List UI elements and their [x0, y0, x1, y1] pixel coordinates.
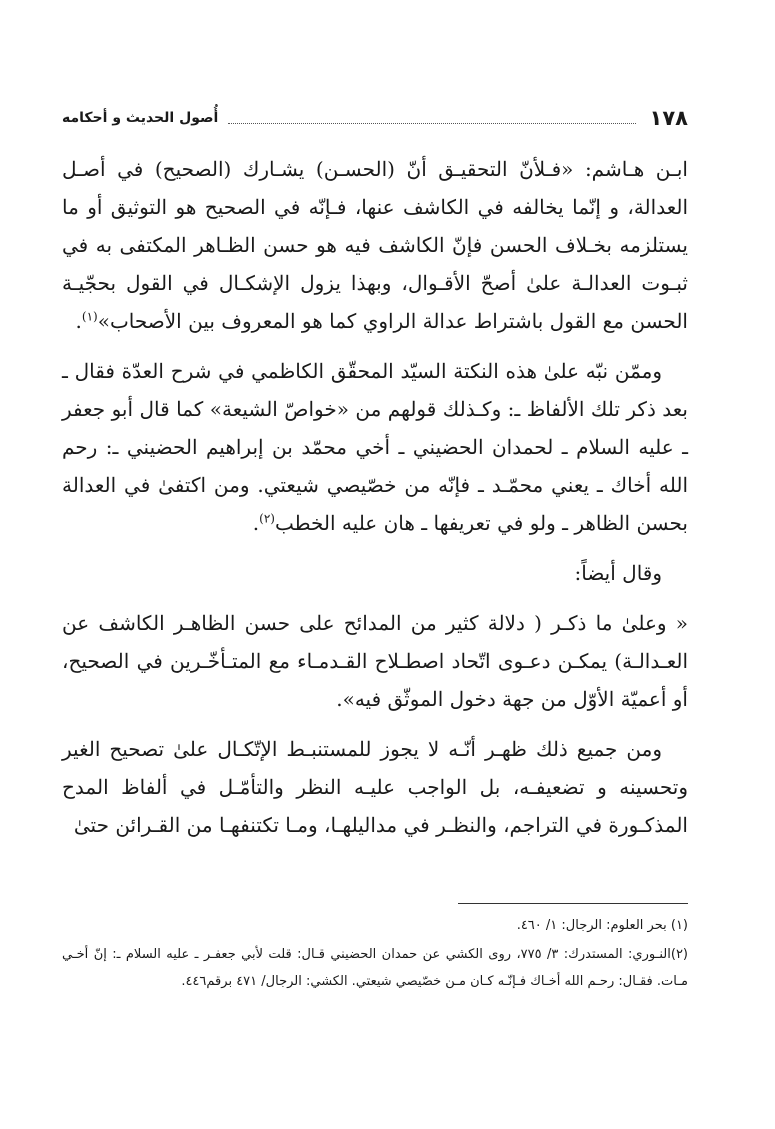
paragraph-3: وقال أيضاً: — [574, 561, 662, 585]
page-number: ١٧٨ — [649, 106, 688, 130]
paragraph-5: ومن جميع ذلك ظهـر أنّـه لا يجوز للمستنبـط الإتّكـال علىٰ تصحيح الغير وتحسينه و تضعيفـه، بل الواجب عليـه النظر والتأمّـل في ألفاظ المدح المذكـورة في التراجم، والنظـر في مداليلهـا، ومـا تكتنفهـا من القـرائن حتىٰ — [62, 737, 688, 837]
paragraph-2 — [62, 352, 688, 542]
running-title: أُصول الحديث و أحكامه — [62, 110, 219, 126]
footnote-1: (١) بحر العلوم: الرجال: ١/ ٤٦٠. — [516, 918, 688, 933]
footnote-ref-1: (١) — [81, 309, 98, 324]
footnote-2: (٢)النـوري: المستدرك: ٣/ ٧٧٥، روى الكشي عن حمدان الحضيني قـال: قلت لأبي جعفـر ـ عليه السلام ـ: إنّ أخـي مـات. فقـال: رحـم الله أخـاك فـإنّـه كـان مـن خصّيصي شيعتي. الكشي: الرجال/ ٤٧١ برقم٤٤٦. — [62, 947, 688, 989]
paragraph-1-end: . — [75, 309, 82, 333]
page-header — [62, 98, 688, 132]
header-dotted-rule — [228, 123, 635, 124]
body-text — [62, 150, 688, 856]
paragraph-1 — [62, 150, 688, 340]
footnotes — [62, 912, 688, 997]
book-page — [62, 0, 688, 1129]
quote-paragraph: « وعلىٰ ما ذكـر ( دلالة كثير من المدائح على حسن الظاهـر الكاشف عن العـدالـة) يمكـن دعـوى اتّحاد اصطـلاح القـدمـاء مع المتـأخّـرين في الصحيح، أو أعميّة الأوّل من جهة دخول الموثّق فيه». — [62, 611, 688, 711]
paragraph-2-end: . — [252, 511, 260, 535]
footnote-ref-2: (٢) — [259, 511, 275, 526]
paragraph-1-text: ابـن هـاشم: «فـلأنّ التحقيـق أنّ (الحسـن) يشـارك (الصحيح) في أصـل العدالة، و إنّما يخالفه في الكاشف عنها، فـإنّه في الصحيح هو التوثيق أو ما يستلزمه بخـلاف الحسن فإنّ الكاشف فيه هو حسن الظـاهر المكتفى به في ثبـوت العدالـة علىٰ أصحّ الأقـوال، وبهذا يزول الإشكـال في القول بحجّيـة الحسن مع القول باشتراط عدالة الراوي كما هو المعروف بين الأصحاب» — [62, 157, 688, 333]
footnote-divider — [458, 903, 688, 904]
paragraph-2-text: وممّن نبّه علىٰ هذه النكتة السيّد المحقّق الكاظمي في شرح العدّة فقال ـ بعد ذكر تلك الألفاظ ـ: وكـذلك قولهم من «خواصّ الشيعة» كما قال أبو جعفر ـ عليه السلام ـ لحمدان الحضيني ـ أخي محمّد بن إبراهيم الحضيني ـ: رحم الله أخاك ـ يعني محمّـد ـ فإنّه من خصّيصي شيعتي. ومن اكتفىٰ في العدالة بحسن الظاهر ـ ولو في تعريفها ـ هان عليه الخطب — [62, 359, 688, 535]
